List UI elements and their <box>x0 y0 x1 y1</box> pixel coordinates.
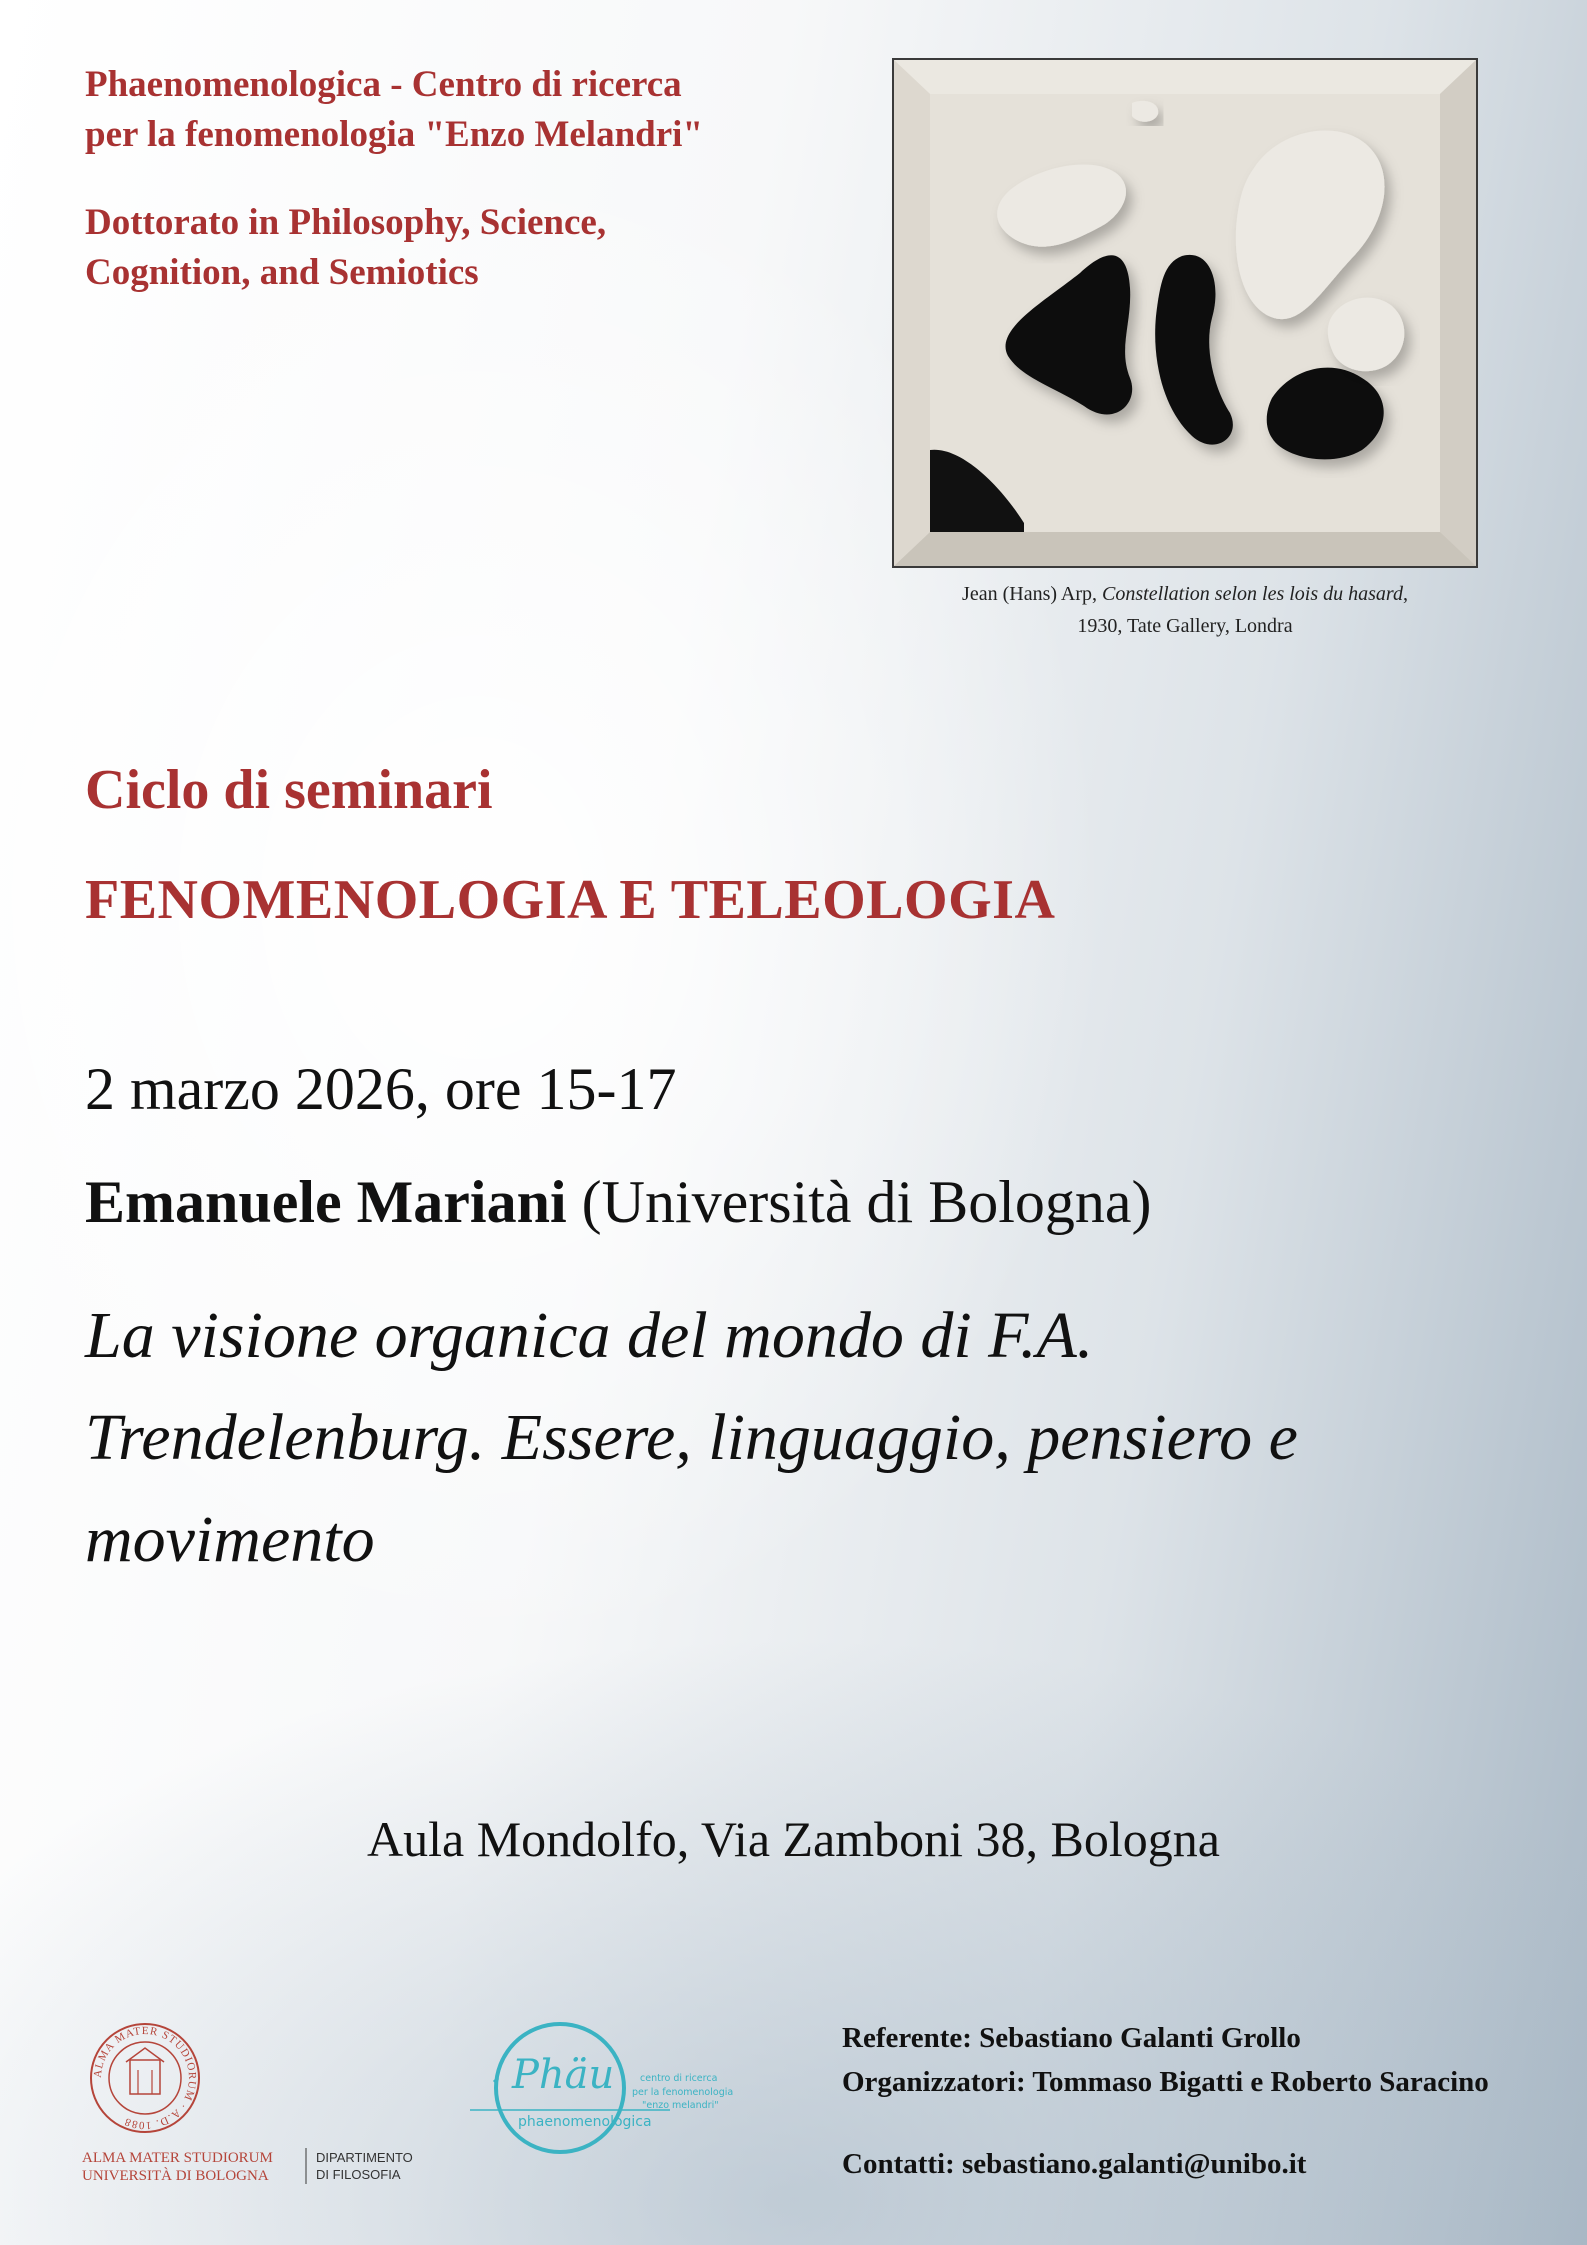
unibo-name-line-1: ALMA MATER STUDIORUM <box>82 2150 273 2166</box>
credits-referente: Referente: Sebastiano Galanti Grollo <box>842 2022 1301 2054</box>
unibo-name-line-2: UNIVERSITÀ DI BOLOGNA <box>82 2168 269 2184</box>
research-center-heading <box>85 60 703 160</box>
phau-name: phaenomenologica <box>518 2114 652 2130</box>
talk-title-line-3: movimento <box>85 1503 375 1576</box>
dept-line-2: DI FILOSOFIA <box>316 2167 401 2182</box>
event-date: 2 marzo 2026, ore 15-17 <box>85 1056 677 1122</box>
talk-title-line-1: La visione organica del mondo di F.A. <box>85 1299 1094 1372</box>
phd-program-line-1: Dottorato in Philosophy, Science, <box>85 202 607 243</box>
speaker <box>85 1168 1152 1237</box>
phd-program-line-2: Cognition, and Semiotics <box>85 252 479 293</box>
artwork-title: Constellation selon les lois du hasard <box>1102 583 1403 605</box>
artwork-caption-line-1 <box>880 578 1490 610</box>
talk-title-line-2: Trendelenburg. Essere, linguaggio, pensiero e <box>85 1401 1298 1474</box>
research-center-line-1: Phaenomenologica - Centro di ricerca <box>85 64 682 105</box>
phau-side-line-3: "enzo melandri" <box>642 2100 719 2111</box>
speaker-name: Emanuele Mariani <box>85 1169 567 1235</box>
series-title: FENOMENOLOGIA E TELEOLOGIA <box>85 869 1056 931</box>
series-label: Ciclo di seminari <box>85 759 493 821</box>
dept-line-1: DIPARTIMENTO <box>316 2150 413 2165</box>
phaenomenologica-logo <box>470 2018 770 2158</box>
talk-title <box>85 1285 1385 1591</box>
artwork-image <box>892 58 1478 568</box>
artwork-caption <box>880 578 1490 642</box>
svg-text:ALMA MATER STUDIORUM · A.D. 10 <box>92 2025 198 2131</box>
phau-side-line-1: centro di ricerca <box>640 2073 718 2084</box>
credits-organizzatori: Organizzatori: Tommaso Bigatti e Roberto Saracino <box>842 2066 1489 2098</box>
phd-program-heading <box>85 198 606 298</box>
speaker-affiliation: (Università di Bologna) <box>566 1169 1152 1235</box>
credits-contatti: Contatti: sebastiano.galanti@unibo.it <box>842 2148 1307 2180</box>
artwork-caption-comma: , <box>1402 583 1408 605</box>
artwork-artist: Jean (Hans) Arp, <box>962 583 1103 605</box>
phau-side-line-2: per la fenomenologia <box>632 2087 734 2098</box>
artwork-caption-line-2: 1930, Tate Gallery, Londra <box>1077 615 1293 637</box>
credits-block <box>842 2016 1489 2186</box>
unibo-dipartimento-logo <box>80 2020 450 2190</box>
research-center-line-2: per la fenomenologia "Enzo Melandri" <box>85 114 703 155</box>
phau-script: Phäu <box>512 2052 615 2098</box>
unibo-seal-icon <box>91 2024 199 2132</box>
event-venue: Aula Mondolfo, Via Zamboni 38, Bologna <box>367 1811 1220 1867</box>
unibo-seal-text: ALMA MATER STUDIORUM · A.D. 1088 <box>91 2024 199 2132</box>
